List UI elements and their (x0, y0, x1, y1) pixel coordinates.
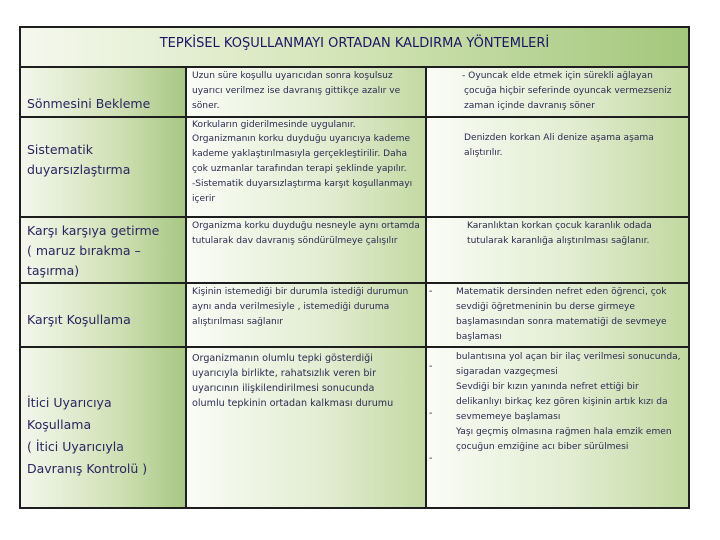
description-line: olumlu tepkinin ortadan kalkması durumu (192, 398, 394, 409)
method-label: Karşıt Koşullama (27, 312, 131, 327)
method-label-line: Davranış Kontrolü ) (27, 461, 148, 476)
description-cell (187, 218, 425, 282)
example-cell (427, 284, 688, 346)
example-cell (427, 118, 688, 216)
example-cell (427, 218, 688, 282)
description-line: Uzun süre koşullu uyarıcıdan sonra koşulsuz (192, 71, 393, 81)
method-cell-desensitization (21, 118, 185, 216)
description-line: -Sistematik duyarsızlaştırma karşıt koşullanmayı (192, 179, 413, 189)
method-label-line: taşırma) (27, 263, 80, 278)
method-label-line: duyarsızlaştırma (27, 162, 131, 177)
method-cell-counterconditioning (21, 284, 185, 346)
example-line: zaman içinde davranış söner (464, 101, 595, 111)
description-line: aynı anda verilmesiyle , istemediği duruma (192, 302, 390, 312)
description-line: Organizma korku duyduğu nesneyle aynı ortamda (192, 221, 420, 231)
bullet-dash: - (429, 408, 433, 419)
example-line: Matematik dersinden nefret eden öğrenci, çok (456, 287, 667, 297)
example-line: Yaşı geçmiş olmasına rağmen hala emzik emen (456, 427, 672, 437)
description-line: tutularak dav davranış söndürülmeye çalışılır (192, 236, 398, 246)
example-line: bulantısına yol açan bir ilaç verilmesi sonucunda, (456, 352, 681, 362)
description-line: söner. (192, 101, 220, 111)
example-line: başlaması (456, 332, 502, 342)
description-cell (187, 68, 425, 116)
example-line: sevmemeye başlaması (456, 412, 561, 422)
example-line: sevdiği öğretmeninin bu derse girmeye (456, 302, 635, 312)
table-title-bar (21, 28, 688, 66)
description-line: Korkuların giderilmesinde uygulanır. (192, 120, 356, 130)
example-line: Sevdiği bir kızın yanında nefret ettiği bir (456, 382, 639, 392)
method-label-line: Sistematik (27, 142, 93, 157)
description-cell (187, 118, 425, 216)
table-title: TEPKİSEL KOŞULLANMAYI ORTADAN KALDIRMA YÖNTEMLERİ (159, 36, 550, 51)
method-cell-extinction (21, 68, 185, 116)
description-line: Organizmanın olumlu tepki gösterdiği (192, 353, 373, 364)
method-label-line: ( İtici Uyarıcıyla (27, 439, 124, 454)
method-label-line: Karşı karşıya getirme (27, 223, 160, 238)
description-line: Kişinin istemediği bir durumla istediği durumun (192, 287, 409, 297)
example-cell (427, 68, 688, 116)
example-line: sigaradan vazgeçmesi (456, 367, 558, 377)
example-line: alıştırılır. (464, 148, 503, 158)
example-line: Denizden korkan Ali denize aşama aşama (464, 133, 654, 143)
description-cell (187, 284, 425, 346)
method-cell-exposure (21, 218, 185, 282)
description-line: çok uzmanlar tarafından terapi şeklinde yapılır. (192, 164, 407, 174)
description-line: Organizmanın korku duyduğu uyarıcıya kademe (192, 134, 411, 144)
example-line: çocuğun emziğine acı biber sürülmesi (456, 442, 629, 452)
bullet-dash: - (429, 453, 433, 464)
method-cell-aversive (21, 348, 185, 507)
bullet-dash: - (429, 361, 433, 372)
method-label: Sönmesini Bekleme (27, 96, 151, 111)
description-line: içerir (192, 194, 216, 204)
description-cell (187, 348, 425, 507)
example-line: delikanlıyı birkaç kez gören kişinin artık kızı da (456, 397, 668, 407)
description-line: uyarıcıyla birlikte, rahatsızlık veren bir (192, 368, 377, 379)
description-line: alıştırılması sağlanır (192, 317, 284, 327)
example-line: - Oyuncak elde etmek için sürekli ağlayan (462, 71, 653, 81)
method-label-line: Koşullama (27, 417, 92, 432)
example-cell (427, 348, 688, 507)
example-line: Karanlıktan korkan çocuk karanlık odada (467, 221, 652, 231)
example-line: başlamasından sonra matematiği de sevmeye (456, 317, 667, 327)
bullet-dash: - (429, 286, 433, 297)
description-line: kademe yaklaştırılmasıyla gerçekleştirilir. Daha (192, 149, 408, 159)
example-line: çocuğa hiçbir seferinde oyuncak vermezseniz (464, 86, 672, 96)
method-label-line: İtici Uyarıcıya (27, 395, 112, 410)
description-line: uyarıcı verilmez ise davranış gittikçe azalır ve (192, 86, 401, 96)
description-line: uyarıcının ilişkilendirilmesi sonucunda (192, 383, 375, 394)
example-line: tutularak karanlığa alıştırılması sağlanır. (467, 236, 650, 246)
method-label-line: ( maruz bırakma – (27, 243, 141, 258)
